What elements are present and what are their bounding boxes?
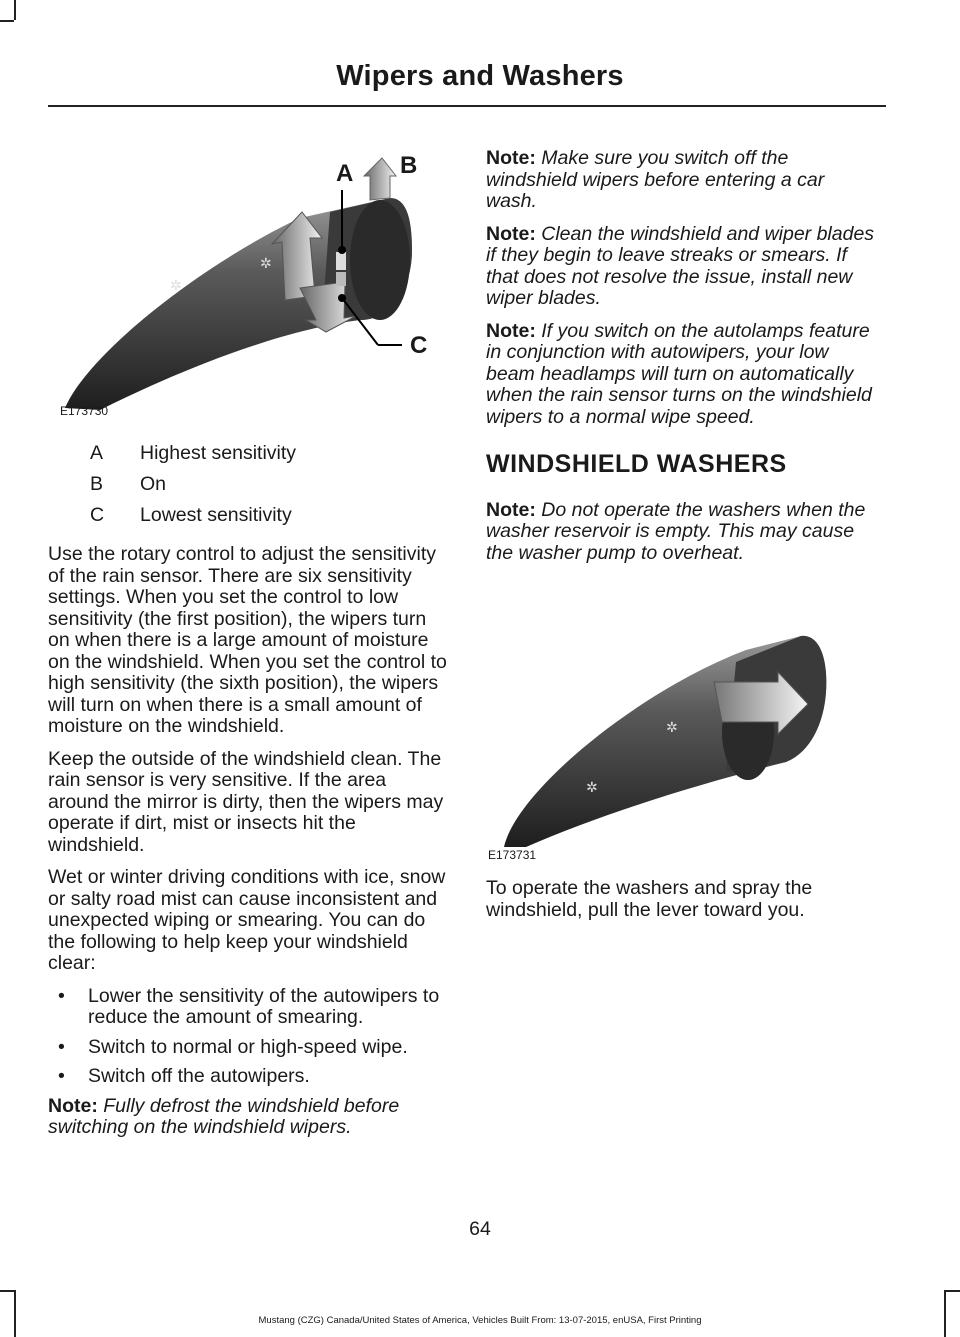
washer-lever-illustration [486, 622, 881, 852]
callout-legend [48, 442, 448, 535]
note [486, 321, 880, 429]
body-paragraph: Use the rotary control to adjust the sensitivity of the rain sensor. There are six sensitivity settings. When you set the control to low sensitivity (the first position), the wipers turn on when there is a large amount of moisture on the windshield. When you set the control to high sensitivity (the sixth position), the wipers will turn on when there is a small amount of moisture on the windshield. [48, 543, 447, 737]
list-item [48, 1037, 448, 1059]
washer-instruction-block [486, 878, 880, 932]
legend-row [48, 442, 448, 473]
callout-b-label: B [400, 152, 418, 179]
legend-letter: A [90, 442, 104, 464]
svg-text:✲: ✲ [666, 720, 678, 736]
body-paragraph: Keep the outside of the windshield clean. The rain sensor is very sensitive. If the area around the mirror is dirty, then the wipers may operate if dirt, mist or insects hit the windshield. [48, 747, 444, 856]
legend-description: Highest sensitivity [140, 442, 297, 464]
note-text: Fully defrost the windshield before switching on the windshield wipers. [48, 1094, 400, 1138]
page-number: 64 [469, 1218, 491, 1240]
left-column [48, 544, 448, 1150]
bullet-icon: • [58, 984, 65, 1007]
bullet-list [48, 986, 448, 1088]
figure-code: E173731 [488, 848, 537, 862]
list-item-text: Switch off the autowipers. [88, 1065, 310, 1087]
wiper-lever-illustration [60, 140, 450, 422]
note-label: Note: [486, 147, 536, 169]
svg-text:✲: ✲ [170, 278, 182, 294]
note [486, 224, 880, 310]
callout-a-label: A [336, 160, 354, 187]
note-text: Do not operate the washers when the washer reservoir is empty. This may cause the washer pump to overheat. [486, 498, 866, 564]
note-label: Note: [48, 1094, 98, 1117]
bullet-icon: • [58, 1065, 65, 1087]
legend-description: Lowest sensitivity [140, 504, 292, 526]
right-column [486, 148, 880, 575]
note-label: Note: [486, 222, 536, 245]
callout-c-label: C [410, 332, 428, 359]
header-divider [48, 105, 886, 107]
crop-mark [946, 1290, 960, 1292]
list-item-text: Lower the sensitivity of the autowipers to reduce the amount of smearing. [88, 984, 440, 1028]
legend-letter: C [90, 504, 105, 526]
body-paragraph: To operate the washers and spray the windshield, pull the lever toward you. [486, 877, 813, 921]
page-title: Wipers and Washers [336, 60, 624, 92]
figure-code: E173730 [60, 404, 109, 418]
legend-description: On [140, 473, 167, 495]
list-item [48, 1066, 448, 1088]
note-text: If you switch on the autolamps feature in conjunction with autowipers, your low beam headlamps will turn on automatically when the rain sensor turns on the windshield wipers to a normal wipe speed. [486, 319, 872, 428]
body-paragraph: Wet or winter driving conditions with ice, snow or salty road mist can cause inconsistent and unexpected wiping or smearing. You can do the following to help keep your windshield clear: [48, 866, 446, 974]
crop-mark [14, 0, 16, 20]
washer-lever-figure [486, 622, 881, 852]
crop-mark [944, 1290, 946, 1337]
note-label: Note: [486, 498, 536, 521]
footer-text: Mustang (CZG) Canada/United States of America, Vehicles Built From: 13-07-2015, enUSA, First Printing [258, 1315, 702, 1326]
note [486, 148, 880, 213]
wiper-lever-figure [60, 140, 450, 422]
legend-row [48, 473, 448, 504]
crop-mark [14, 1290, 16, 1337]
note-text: Make sure you switch off the windshield wipers before entering a car wash. [486, 147, 825, 212]
crop-mark [0, 20, 14, 22]
svg-text:✲: ✲ [260, 256, 272, 272]
note-text: Clean the windshield and wiper blades if they begin to leave streaks or smears. If that does not resolve the issue, install new wiper blades. [486, 222, 875, 309]
note [486, 500, 880, 565]
crop-mark [0, 1290, 14, 1292]
legend-letter: B [90, 473, 104, 495]
list-item-text: Switch to normal or high-speed wipe. [88, 1035, 408, 1058]
svg-text:✲: ✲ [586, 780, 598, 796]
note-label: Note: [486, 319, 536, 342]
section-heading: WINDSHIELD WASHERS [486, 450, 787, 478]
legend-row [48, 504, 448, 535]
note [48, 1096, 448, 1139]
bullet-icon: • [58, 1035, 65, 1058]
list-item [48, 986, 448, 1029]
